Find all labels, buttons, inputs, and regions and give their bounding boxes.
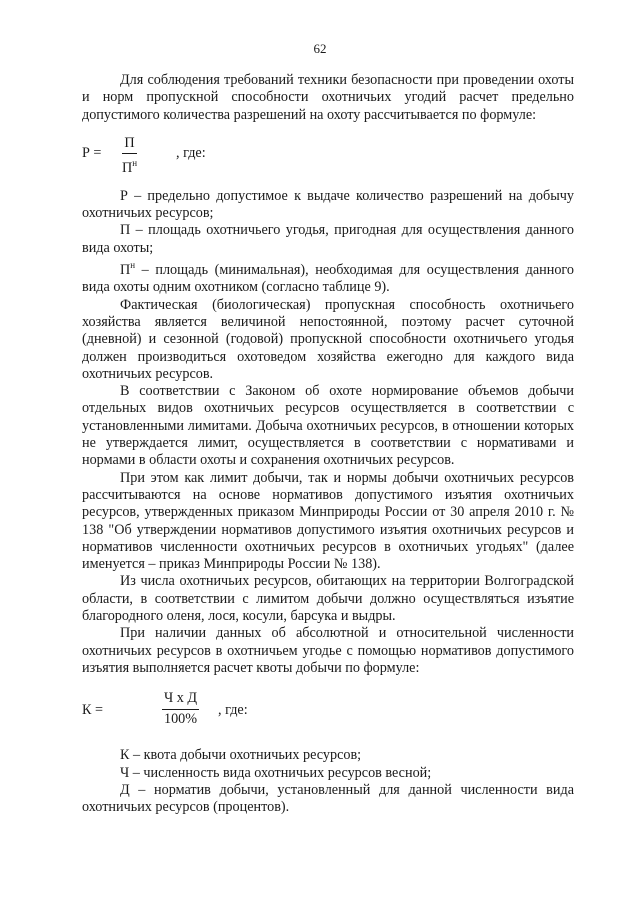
definition-p: Р – предельно допустимое к выдаче количество разрешений на добычу охотничьих ресурсов;	[82, 187, 574, 222]
paragraph-law: В соответствии с Законом об охоте нормирование объемов добычи отдельных видов охотничьих ресурсов осуществляется в соответствии с установленными лимитами. Добыча охотничьих ресурсов, в отношении которых не утверждается лимит, осуществляется в соответствии с нормативами и нормами в области охоты и сохранения охотничьих ресурсов.	[82, 383, 574, 469]
definition-ch: Ч – численность вида охотничьих ресурсов весной;	[120, 764, 432, 781]
body-text	[82, 72, 574, 816]
formula-fraction	[162, 690, 199, 728]
formula-where: , где:	[218, 702, 248, 719]
formula-denominator: $П^н$	[122, 158, 138, 177]
definition-d: Д – норматив добычи, установленный для данной численности вида охотничьих ресурсов (процентов).	[82, 781, 574, 816]
paragraph-norms: При этом как лимит добычи, так и нормы добычи охотничьих ресурсов рассчитываются на основе нормативов допустимого изъятия охотничьих ресурсов, утвержденных приказом Минприроды России от 30 апреля 2010 г. № 138 "Об утверждении нормативов допустимого изъятия охотничьих ресурсов и нормативов численности охотничьих ресурсов в охотничьих угодьях" (далее именуется – приказ Минприроды России № 138).	[82, 469, 574, 573]
formula-lhs: Р =	[82, 144, 102, 161]
formula-numerator: П	[122, 135, 137, 154]
definition-k: К – квота добычи охотничьих ресурсов;	[120, 747, 362, 764]
formula-permits	[82, 132, 574, 176]
definition-min-area: $П^н$ – площадь (минимальная), необходимая для осуществления данного вида охоты одним охотником (согласно таблице 9).	[82, 260, 574, 296]
definition-area: П – площадь охотничьего угодья, пригодная для осуществления данного вида охоты;	[82, 222, 574, 256]
paragraph-quota: При наличии данных об абсолютной и относительной численности охотничьих ресурсов в охотничьем угодье с помощью нормативов допустимого изъятия выполняется расчет квоты добычи по формуле:	[82, 625, 574, 676]
formula-quota	[82, 687, 574, 735]
formula-denominator: 100%	[163, 710, 198, 727]
paragraph-capacity: Фактическая (биологическая) пропускная способность охотничьего хозяйства является величиной непостоянной, поэтому расчет суточной (дневной) и сезонной (годовой) пропускной способности охотничьего угодья должен производиться охотоведом хозяйства ежегодно для каждого вида охотничьих ресурсов.	[82, 296, 574, 382]
paragraph-species: Из числа охотничьих ресурсов, обитающих на территории Волгоградской области, в соответствии с лимитом добычи должно осуществляться изъятие благородного оленя, лося, косули, барсука и выдры.	[82, 573, 574, 625]
formula-where: , где:	[176, 144, 206, 161]
formula-numerator: Ч х Д	[162, 690, 199, 709]
page-number: 62	[313, 41, 327, 56]
formula-lhs: К =	[82, 702, 104, 719]
paragraph-intro: Для соблюдения требований техники безопасности при проведении охоты и норм пропускной способности охотничьих угодий расчет предельно допустимого количества разрешений на охоту рассчитывается по формуле:	[82, 72, 574, 123]
formula-fraction	[122, 135, 137, 178]
